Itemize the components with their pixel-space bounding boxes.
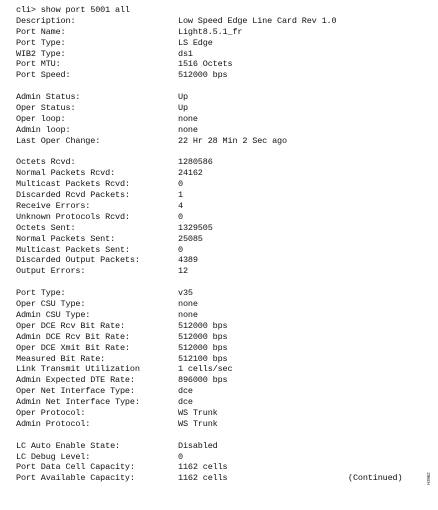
info-label: Port Data Cell Capacity: [16,462,135,473]
info-row [14,157,414,168]
info-value: 1516 Octets [178,59,233,70]
info-label: Port MTU: [16,59,61,70]
info-row [14,299,414,310]
group-separator [14,277,414,288]
info-label: Port Speed: [16,70,71,81]
info-row [14,473,414,484]
info-label: Oper Net Interface Type: [16,386,135,397]
info-row [14,114,414,125]
info-value: 0 [178,451,183,462]
info-row [14,245,414,256]
info-row [14,452,414,463]
info-label: Admin CSU Type: [16,309,91,320]
info-row [14,125,414,136]
info-row [14,16,414,27]
info-value: Disabled [178,440,218,451]
info-row [14,343,414,354]
group-separator [14,147,414,158]
info-label: Port Name: [16,26,66,37]
info-value: 1162 cells [178,462,228,473]
info-value: 1280586 [178,157,213,168]
info-value: 24162 [178,168,203,179]
figure-id: H3962 [426,472,431,485]
info-value: 0 [178,211,183,222]
group-separator [14,81,414,92]
info-row [14,375,414,386]
info-value: none [178,309,198,320]
info-row [14,310,414,321]
info-row [14,168,414,179]
info-label: Admin Expected DTE Rate: [16,375,135,386]
info-value: ds1 [178,48,193,59]
info-row [14,354,414,365]
info-value: Up [178,92,188,103]
info-label: Oper Protocol: [16,407,86,418]
info-row [14,332,414,343]
info-row [14,70,414,81]
info-label: LC Debug Level: [16,451,91,462]
info-value: 512100 bps [178,353,228,364]
info-row [14,212,414,223]
info-value: 512000 bps [178,342,228,353]
info-value: 1329505 [178,222,213,233]
info-label: Receive Errors: [16,201,91,212]
continued-note: (Continued) [348,473,403,484]
info-row [14,179,414,190]
info-label: Oper loop: [16,113,66,124]
info-value: 22 Hr 28 Min 2 Sec ago [178,135,287,146]
info-value: LS Edge [178,37,213,48]
info-label: Discarded Rcvd Packets: [16,190,130,201]
info-value: WS Trunk [178,418,218,429]
info-value: 4 [178,201,183,212]
info-row [14,419,414,430]
info-row [14,49,414,60]
command-text: cli> show port 5001 all [16,5,130,15]
info-value: dce [178,397,193,408]
info-value: 1 cells/sec [178,364,233,375]
info-row [14,266,414,277]
info-row [14,38,414,49]
info-row [14,201,414,212]
info-value: 896000 bps [178,375,228,386]
info-row [14,234,414,245]
info-value: dce [178,386,193,397]
info-row [14,103,414,114]
info-label: Normal Packets Rcvd: [16,168,116,179]
info-value: 12 [178,266,188,277]
terminal-output [14,5,414,484]
info-label: Normal Packets Sent: [16,233,116,244]
info-value: 512000 bps [178,320,228,331]
info-label: Output Errors: [16,266,86,277]
info-value: WS Trunk [178,407,218,418]
group-separator [14,430,414,441]
info-label: Port Type: [16,37,66,48]
info-label: Measured Bit Rate: [16,353,106,364]
info-row [14,27,414,38]
info-value: 512000 bps [178,331,228,342]
info-label: Multicast Packets Sent: [16,244,130,255]
info-row [14,190,414,201]
info-label: Oper DCE Xmit Bit Rate: [16,342,130,353]
info-label: Octets Sent: [16,222,76,233]
info-label: Discarded Output Packets: [16,255,140,266]
info-value: none [178,299,198,310]
info-value: 512000 bps [178,70,228,81]
info-label: Multicast Packets Rcvd: [16,179,130,190]
info-row [14,92,414,103]
info-row [14,223,414,234]
info-label: Oper CSU Type: [16,299,86,310]
info-row [14,462,414,473]
info-value: 1162 cells [178,473,228,484]
info-value: 0 [178,244,183,255]
info-value: 25085 [178,233,203,244]
info-row [14,136,414,147]
info-label: Port Available Capacity: [16,473,135,484]
info-label: Admin loop: [16,124,71,135]
info-label: Oper DCE Rcv Bit Rate: [16,320,125,331]
info-label: Last Oper Change: [16,135,101,146]
info-label: Oper Status: [16,103,76,114]
info-label: Admin Net Interface Type: [16,397,140,408]
info-row [14,321,414,332]
info-row [14,364,414,375]
info-value: 4389 [178,255,198,266]
info-label: Description: [16,15,76,26]
info-value: v35 [178,288,193,299]
info-label: LC Auto Enable State: [16,440,120,451]
info-row [14,386,414,397]
info-row [14,441,414,452]
info-label: Admin Status: [16,92,81,103]
info-row [14,408,414,419]
info-row [14,255,414,266]
info-label: Link Transmit Utilization [16,364,140,375]
command-line [14,5,414,16]
info-row [14,397,414,408]
info-label: Admin Protocol: [16,418,91,429]
info-label: Unknown Protocols Rcvd: [16,211,130,222]
info-value: 1 [178,190,183,201]
port-info-groups [14,16,414,484]
info-label: WIB2 Type: [16,48,66,59]
info-row [14,288,414,299]
info-value: Up [178,103,188,114]
info-value: none [178,124,198,135]
info-value: none [178,113,198,124]
info-value: Light8.5.1_fr [178,26,243,37]
info-row [14,59,414,70]
info-label: Admin DCE Rcv Bit Rate: [16,331,130,342]
info-label: Port Type: [16,288,66,299]
info-label: Octets Rcvd: [16,157,76,168]
info-value: 0 [178,179,183,190]
info-value: Low Speed Edge Line Card Rev 1.0 [178,15,337,26]
